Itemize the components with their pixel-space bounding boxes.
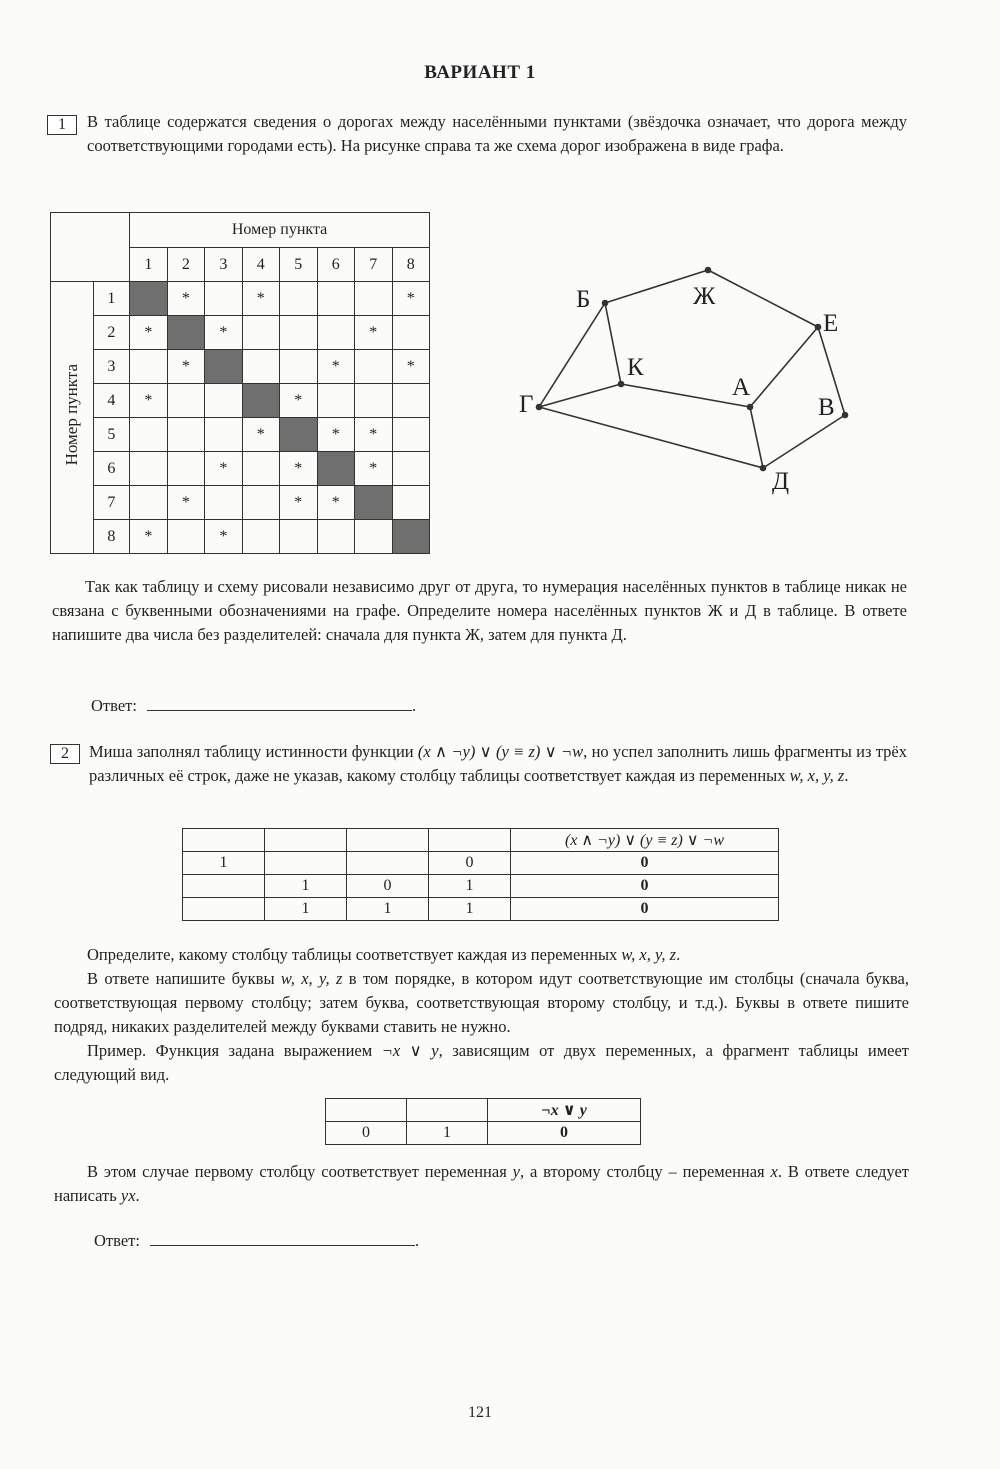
table-cell xyxy=(392,452,430,486)
table-cell xyxy=(130,418,167,452)
table-cell: * xyxy=(205,452,242,486)
column-header: Номер пункта xyxy=(130,213,430,248)
task-1-answer xyxy=(91,694,416,716)
table-row xyxy=(51,384,430,418)
task-2-formula: (x ∧ ¬y) ∨ (y ≡ z) ∨ ¬w xyxy=(417,742,584,761)
node-e xyxy=(815,324,822,331)
node-b xyxy=(602,300,609,307)
truth-table-row xyxy=(183,875,779,898)
table-cell xyxy=(167,418,204,452)
node-v xyxy=(842,412,849,419)
edge-a-k xyxy=(621,384,750,407)
table-cell: * xyxy=(130,520,167,554)
table-cell: * xyxy=(355,452,392,486)
table-row xyxy=(51,316,430,350)
table-cell xyxy=(130,350,167,384)
table-cell: * xyxy=(392,282,430,316)
table-cell: * xyxy=(355,418,392,452)
truth-cell xyxy=(183,898,265,921)
label-zh: Ж xyxy=(693,283,716,310)
table-cell: * xyxy=(280,384,317,418)
row-number: 7 xyxy=(93,486,130,520)
table-cell: * xyxy=(317,486,354,520)
label-b: Б xyxy=(576,286,591,313)
column-number: 1 xyxy=(130,248,167,282)
truth-cell: 1 xyxy=(429,875,511,898)
row-number: 3 xyxy=(93,350,130,384)
table-cell: * xyxy=(167,282,204,316)
task-2-intro-end: . xyxy=(844,766,849,785)
table-row xyxy=(51,282,430,316)
table-cell xyxy=(167,452,204,486)
task-2-p2-prefix: В ответе напишите буквы xyxy=(87,969,281,988)
table-cell xyxy=(355,350,392,384)
table-cell xyxy=(167,520,204,554)
table-row xyxy=(51,452,430,486)
truth-cell: 0 xyxy=(429,852,511,875)
row-number: 1 xyxy=(93,282,130,316)
table-cell xyxy=(317,282,354,316)
column-number: 2 xyxy=(167,248,204,282)
diagonal-cell xyxy=(355,486,392,520)
table-cell xyxy=(392,384,430,418)
column-number: 5 xyxy=(280,248,317,282)
task-2-p4-b: , а второму столбцу – переменная xyxy=(520,1162,771,1181)
table-cell xyxy=(280,316,317,350)
table-cell: * xyxy=(317,350,354,384)
label-v: В xyxy=(818,394,835,421)
table-cell: * xyxy=(130,316,167,350)
truth-cell: 1 xyxy=(347,898,429,921)
table-cell: * xyxy=(392,350,430,384)
task-1-intro xyxy=(87,110,907,158)
node-zh xyxy=(705,267,712,274)
task-1-intro-text: В таблице содержатся сведения о дорогах между населёнными пунктами (звёздочка означает, что дорога между соответствующими городами есть). На рисунке справа та же схема дорог изображена в виде графа. xyxy=(87,112,907,155)
truth-header-cell xyxy=(265,829,347,852)
example-cell: 0 xyxy=(326,1122,407,1145)
column-number: 7 xyxy=(355,248,392,282)
column-number: 8 xyxy=(392,248,430,282)
task-1-answer-field[interactable] xyxy=(147,694,412,711)
truth-table-row xyxy=(183,898,779,921)
truth-header-cell xyxy=(347,829,429,852)
truth-cell: 1 xyxy=(265,898,347,921)
task-2-p4-end: . xyxy=(135,1186,140,1205)
row-header: Номер пункта xyxy=(61,364,81,466)
diagonal-cell xyxy=(280,418,317,452)
diagonal-cell xyxy=(392,520,430,554)
example-cell: 1 xyxy=(407,1122,488,1145)
truth-cell: 0 xyxy=(347,875,429,898)
road-graph xyxy=(510,255,860,500)
edge-v-d xyxy=(763,415,845,468)
table-cell: * xyxy=(355,316,392,350)
example-header-function: ¬x ∨ y xyxy=(488,1099,641,1122)
table-cell: * xyxy=(280,452,317,486)
table-cell xyxy=(130,486,167,520)
table-corner xyxy=(51,213,130,282)
task-2-answer-end: . xyxy=(414,1231,420,1250)
example-cell-result: 0 xyxy=(488,1122,641,1145)
adjacency-table xyxy=(50,212,430,554)
table-cell xyxy=(392,316,430,350)
table-cell: * xyxy=(167,350,204,384)
example-header-cell xyxy=(407,1099,488,1122)
edge-e-a xyxy=(750,327,818,407)
table-cell xyxy=(317,384,354,418)
edge-k-b xyxy=(605,303,621,384)
task-2-p4-c: . В ответе следует написать xyxy=(54,1162,909,1205)
truth-cell xyxy=(347,852,429,875)
truth-header-cell xyxy=(183,829,265,852)
table-cell xyxy=(392,486,430,520)
row-number: 8 xyxy=(93,520,130,554)
task-1-question xyxy=(52,575,907,647)
truth-cell-result: 0 xyxy=(511,875,779,898)
task-2-p3-expr: ¬x ∨ y xyxy=(381,1041,439,1060)
node-k xyxy=(618,381,625,388)
table-cell xyxy=(242,486,279,520)
truth-cell: 1 xyxy=(429,898,511,921)
table-cell xyxy=(317,316,354,350)
task-2-answer-label: Ответ: xyxy=(94,1231,140,1250)
table-cell xyxy=(355,520,392,554)
edge-a-d xyxy=(750,407,763,468)
table-row xyxy=(51,350,430,384)
label-k: К xyxy=(627,354,644,381)
table-cell xyxy=(205,418,242,452)
label-g: Г xyxy=(519,391,534,418)
table-cell xyxy=(167,384,204,418)
node-d xyxy=(760,465,767,472)
node-a xyxy=(747,404,754,411)
task-2-conclusion xyxy=(54,1160,909,1208)
table-row xyxy=(51,486,430,520)
table-cell xyxy=(392,418,430,452)
table-cell xyxy=(242,520,279,554)
edge-zh-e xyxy=(708,270,818,327)
task-2-p3-prefix: Пример. Функция задана выражением xyxy=(87,1041,382,1060)
task-2-p3-suffix: , зависящим от двух переменных, а фрагмент таблицы имеет следующий вид. xyxy=(54,1041,909,1084)
diagonal-cell xyxy=(242,384,279,418)
table-cell xyxy=(317,520,354,554)
task-2-p2-suffix: в том порядке, в котором идут соответствующие им столбцы (сначала буква, соответствующая первому столбцу; затем буква, соответствующая второму столбцу, и т.д.). Буквы в ответе пишите подряд, никаких разделителей между буквами ставить не нужно. xyxy=(54,969,909,1036)
node-g xyxy=(536,404,543,411)
row-number: 6 xyxy=(93,452,130,486)
truth-cell-result: 0 xyxy=(511,852,779,875)
table-cell: * xyxy=(130,384,167,418)
task-2-p4-y: y xyxy=(512,1162,520,1181)
task-2-explanation xyxy=(54,943,909,1087)
task-2-answer-field[interactable] xyxy=(150,1229,415,1246)
task-2-intro-suffix: , но успел заполнить лишь фрагменты из трёх различных её строк, даже не указав, какому столбцу таблицы соответствует каждая из переменных xyxy=(89,742,907,785)
task-2-answer xyxy=(94,1229,419,1251)
diagonal-cell xyxy=(317,452,354,486)
table-cell xyxy=(355,384,392,418)
table-cell xyxy=(130,452,167,486)
label-e: Е xyxy=(823,310,839,337)
page-title: ВАРИАНТ 1 xyxy=(424,62,536,83)
task-2-p2-vars: w, x, y, z xyxy=(280,969,343,988)
label-a: А xyxy=(732,374,751,401)
task-2-vars: w, x, y, z xyxy=(789,766,845,785)
task-2-p4-yx: yx xyxy=(120,1186,136,1205)
truth-cell: 1 xyxy=(183,852,265,875)
task-2-intro xyxy=(89,740,907,788)
example-table xyxy=(325,1098,641,1145)
table-cell xyxy=(280,520,317,554)
task-2-number: 2 xyxy=(50,744,80,764)
diagonal-cell xyxy=(130,282,167,316)
page-number: 121 xyxy=(468,1404,492,1421)
table-cell xyxy=(205,282,242,316)
table-cell: * xyxy=(242,282,279,316)
task-2-p4-a: В этом случае первому столбцу соответствует переменная xyxy=(87,1162,513,1181)
task-2-p1-end: . xyxy=(676,945,681,964)
task-1-answer-end: . xyxy=(411,696,417,715)
truth-table-header xyxy=(183,829,779,852)
column-number: 6 xyxy=(317,248,354,282)
table-cell xyxy=(205,486,242,520)
task-2-p1-prefix: Определите, какому столбцу таблицы соответствует каждая из переменных xyxy=(87,945,622,964)
row-header-cell xyxy=(51,282,94,554)
column-number: 3 xyxy=(205,248,242,282)
truth-header-cell xyxy=(429,829,511,852)
table-cell: * xyxy=(242,418,279,452)
truth-cell xyxy=(265,852,347,875)
table-cell xyxy=(242,316,279,350)
edge-g-d xyxy=(539,407,763,468)
task-2-p1-vars: w, x, y, z xyxy=(621,945,677,964)
row-number: 2 xyxy=(93,316,130,350)
table-cell: * xyxy=(205,520,242,554)
table-cell: * xyxy=(317,418,354,452)
table-cell xyxy=(205,384,242,418)
table-row xyxy=(51,418,430,452)
row-number: 4 xyxy=(93,384,130,418)
task-1-number: 1 xyxy=(47,115,77,135)
diagonal-cell xyxy=(167,316,204,350)
truth-cell xyxy=(183,875,265,898)
truth-cell: 1 xyxy=(265,875,347,898)
example-header-cell xyxy=(326,1099,407,1122)
table-cell xyxy=(242,452,279,486)
truth-cell-result: 0 xyxy=(511,898,779,921)
task-2-p4-x: x xyxy=(770,1162,778,1181)
table-cell: * xyxy=(280,486,317,520)
diagonal-cell xyxy=(205,350,242,384)
table-cell: * xyxy=(205,316,242,350)
task-1-answer-label: Ответ: xyxy=(91,696,137,715)
row-number: 5 xyxy=(93,418,130,452)
table-cell xyxy=(242,350,279,384)
truth-table xyxy=(182,828,779,921)
task-2-intro-prefix: Миша заполнял таблицу истинности функции xyxy=(89,742,418,761)
truth-table-row xyxy=(183,852,779,875)
column-number: 4 xyxy=(242,248,279,282)
table-cell xyxy=(280,350,317,384)
table-cell xyxy=(355,282,392,316)
task-1-question-text: Так как таблицу и схему рисовали независимо друг от друга, то нумерация населённых пунктов в таблице никак не связана с буквенными обозначениями на графе. Определите номера населённых пунктов Ж и Д в таблице. В ответе напишите два числа без разделителей: сначала для пункта Ж, затем для пункта Д. xyxy=(52,577,907,644)
label-d: Д xyxy=(772,468,790,495)
truth-header-function: (x ∧ ¬y) ∨ (y ≡ z) ∨ ¬w xyxy=(511,829,779,852)
table-row xyxy=(51,520,430,554)
table-cell xyxy=(280,282,317,316)
table-cell: * xyxy=(167,486,204,520)
